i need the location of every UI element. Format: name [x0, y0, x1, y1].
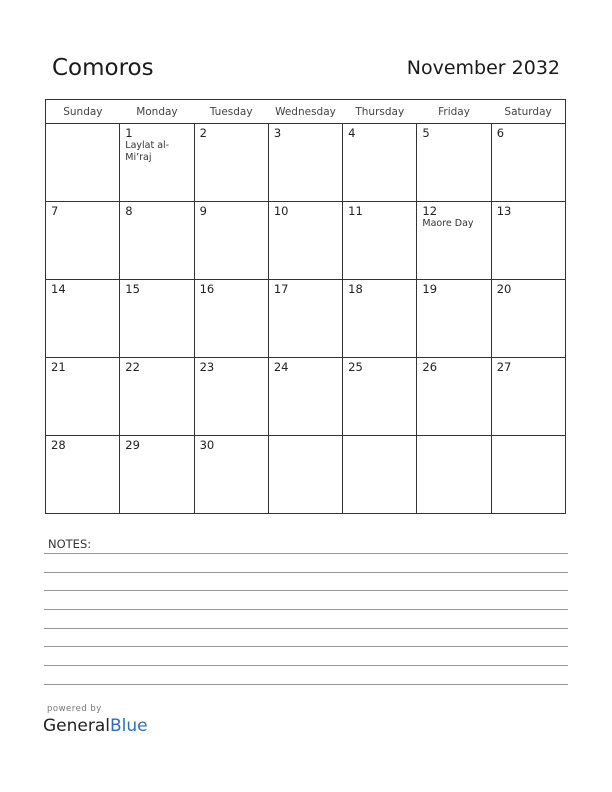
weekday-sunday: Sunday [46, 100, 120, 124]
weekday-wednesday: Wednesday [268, 100, 342, 124]
day-cell [417, 436, 491, 514]
weekday-tuesday: Tuesday [194, 100, 268, 124]
powered-by-text: powered by [47, 704, 102, 714]
day-number: 24 [273, 360, 289, 374]
note-line [44, 609, 568, 610]
day-number: 2 [199, 126, 207, 140]
day-number: 3 [273, 126, 282, 140]
day-number: 19 [422, 282, 438, 296]
day-cell [120, 202, 194, 280]
day-cell [343, 280, 417, 358]
day-number: 12 [422, 204, 438, 218]
day-number: 20 [496, 282, 512, 296]
weekday-saturday: Saturday [491, 100, 565, 124]
day-number: 23 [199, 360, 215, 374]
note-line [44, 684, 568, 685]
day-number: 13 [496, 204, 512, 218]
note-line [44, 553, 568, 554]
day-number: 28 [51, 438, 66, 452]
day-cell [120, 358, 194, 436]
brand-blue: Blue [110, 716, 148, 736]
day-cell [343, 202, 417, 280]
day-cell [268, 124, 342, 202]
day-number: 5 [422, 126, 430, 140]
note-line [44, 665, 568, 666]
day-cell [343, 358, 417, 436]
day-number: 7 [51, 204, 59, 218]
day-cell [343, 436, 417, 514]
day-number: 8 [125, 204, 133, 218]
day-cell [417, 202, 491, 280]
day-number: 4 [348, 126, 356, 140]
day-cell [268, 358, 342, 436]
day-number: 29 [125, 438, 140, 452]
day-number: 21 [51, 360, 66, 374]
day-cell [491, 124, 565, 202]
day-cell [417, 124, 491, 202]
day-cell [491, 202, 565, 280]
day-number: 18 [348, 282, 363, 296]
day-cell [46, 280, 120, 358]
day-number: 16 [199, 282, 215, 296]
weekday-friday: Friday [417, 100, 491, 124]
week-row [46, 124, 566, 202]
country-title: Comoros [52, 55, 154, 81]
day-number: 11 [348, 204, 363, 218]
day-cell [46, 202, 120, 280]
day-number: 26 [422, 360, 438, 374]
day-number: 14 [51, 282, 66, 296]
day-cell [491, 436, 565, 514]
holiday-event: Laylat al-Mi’raj [125, 140, 170, 163]
day-cell [491, 358, 565, 436]
day-cell [194, 358, 268, 436]
note-line [44, 572, 568, 573]
day-cell [268, 280, 342, 358]
day-number: 25 [348, 360, 363, 374]
day-number: 15 [125, 282, 140, 296]
day-cell [194, 436, 268, 514]
calendar-grid [45, 99, 566, 514]
day-number: 22 [125, 360, 140, 374]
day-cell [268, 436, 342, 514]
notes-label: NOTES: [48, 537, 92, 551]
day-cell [46, 436, 120, 514]
day-cell [46, 358, 120, 436]
day-cell [194, 280, 268, 358]
brand-general: General [43, 716, 110, 736]
note-line [44, 590, 568, 591]
month-year-title: November 2032 [406, 57, 560, 79]
note-line [44, 646, 568, 647]
day-number: 6 [496, 126, 505, 140]
week-row [46, 358, 566, 436]
day-cell [194, 202, 268, 280]
day-number: 1 [125, 126, 133, 140]
day-cell [343, 124, 417, 202]
day-cell [120, 280, 194, 358]
week-row [46, 280, 566, 358]
day-cell [120, 124, 194, 202]
day-cell [194, 124, 268, 202]
day-cell [268, 202, 342, 280]
holiday-event: Maore Day [422, 218, 474, 229]
day-number: 10 [273, 204, 289, 218]
day-number: 9 [199, 204, 207, 218]
week-row [46, 436, 566, 514]
day-number: 27 [496, 360, 512, 374]
day-cell [46, 124, 120, 202]
weekday-thursday: Thursday [343, 100, 417, 124]
day-number: 17 [273, 282, 289, 296]
note-line [44, 628, 568, 629]
weekday-header-row [46, 100, 566, 124]
day-cell [120, 436, 194, 514]
day-cell [417, 280, 491, 358]
week-row [46, 202, 566, 280]
day-cell [491, 280, 565, 358]
generalblue-logo [43, 716, 148, 736]
day-cell [417, 358, 491, 436]
day-number: 30 [199, 438, 215, 452]
weekday-monday: Monday [120, 100, 194, 124]
